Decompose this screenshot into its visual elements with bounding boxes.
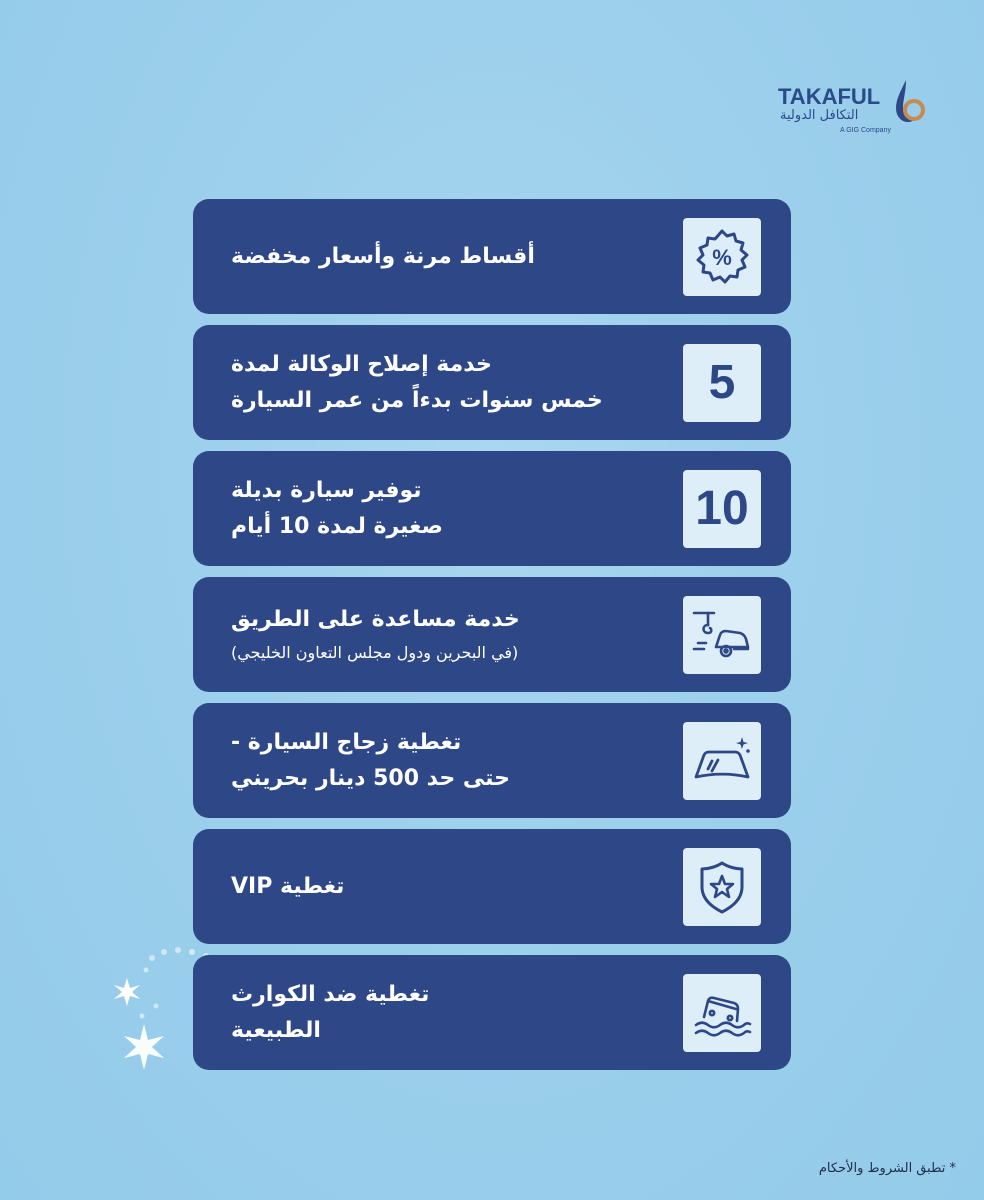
drop-logo-icon [894,78,926,130]
flooded-car-icon [690,981,754,1045]
feature-card-roadside-assistance [193,577,791,692]
feature-card-vip-cover [193,829,791,944]
feature-card-installments [193,199,791,314]
feature-line: صغيرة لمدة 10 أيام [231,513,443,539]
feature-line: تغطية زجاج السيارة - [231,729,462,755]
feature-text [231,955,651,1070]
feature-line: تغطية VIP [231,873,345,899]
feature-card-replacement-car [193,451,791,566]
percent-badge-icon [692,227,752,287]
number-five: 5 [708,356,736,409]
feature-line: خمس سنوات بدءاً من عمر السيارة [231,387,603,413]
icon-tile [683,218,761,296]
icon-tile [683,722,761,800]
feature-text [231,577,651,692]
feature-line: تغطية ضد الكوارث [231,981,430,1007]
feature-card-agency-repair [193,325,791,440]
feature-card-glass-cover [193,703,791,818]
feature-note: (في البحرين ودول مجلس التعاون الخليجي) [231,642,519,662]
svg-text:%: % [712,245,732,270]
feature-line: الطبيعية [231,1017,321,1043]
feature-line: خدمة مساعدة على الطريق [231,606,520,632]
brand-logo [778,78,938,142]
feature-line: توفير سيارة بديلة [231,477,422,503]
terms-footnote: * تطبق الشروط والأحكام [818,1161,956,1176]
feature-text [231,703,651,818]
icon-tile [683,596,761,674]
icon-tile [683,470,761,548]
feature-line: حتى حد 500 دينار بحريني [231,765,510,791]
windshield-icon [690,729,754,793]
feature-text [231,451,651,566]
icon-tile [683,974,761,1052]
brand-tagline: A GIG Company [840,127,891,134]
tow-truck-icon [690,603,754,667]
icon-tile [683,344,761,422]
feature-text [231,199,651,314]
feature-line: أقساط مرنة وأسعار مخفضة [231,243,535,269]
number-ten: 10 [695,482,749,535]
feature-card-natural-disasters [193,955,791,1070]
brand-name-en: TAKAFUL [778,84,881,109]
feature-line: خدمة إصلاح الوكالة لمدة [231,351,492,377]
feature-text [231,829,651,944]
feature-text [231,325,651,440]
shield-star-icon [692,857,752,917]
brand-name-ar: التكافل الدولية [780,108,859,123]
icon-tile [683,848,761,926]
